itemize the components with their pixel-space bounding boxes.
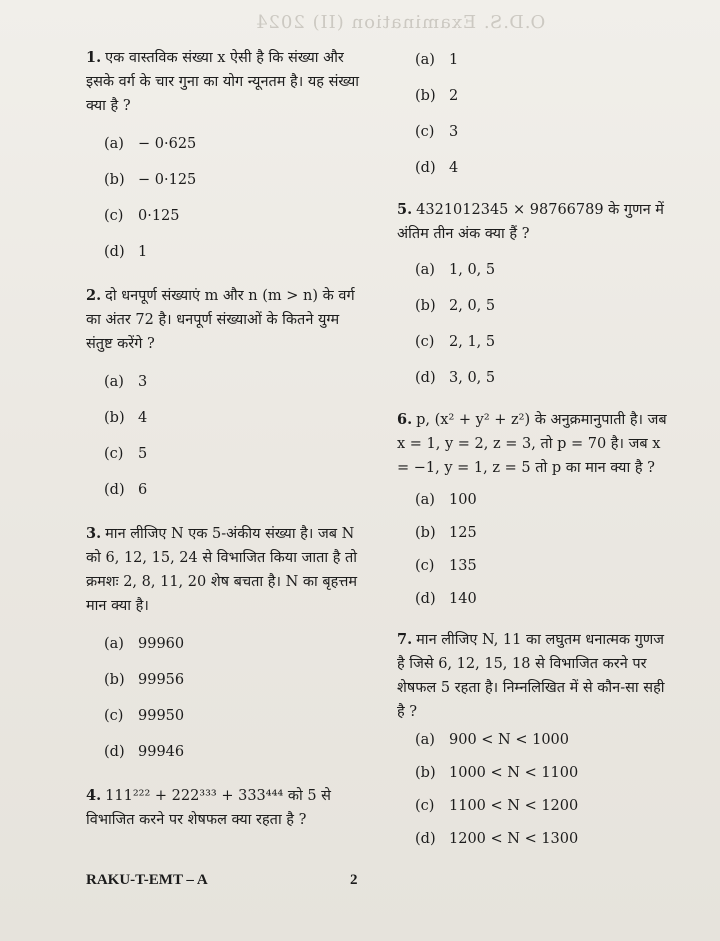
question-text: 4321012345 × 98766789 के गुणन में अंतिम तीन अंक क्या हैं ? bbox=[397, 202, 664, 242]
question-stem bbox=[86, 284, 362, 360]
option-d: (d) 6 bbox=[104, 482, 148, 498]
question-number: 3. bbox=[86, 525, 102, 542]
option-b: (b) 99956 bbox=[104, 672, 185, 688]
options-list bbox=[397, 724, 671, 856]
question-4-options bbox=[397, 42, 671, 186]
question-3 bbox=[86, 522, 362, 770]
question-stem bbox=[86, 522, 362, 622]
question-7 bbox=[397, 628, 671, 856]
question-6 bbox=[397, 408, 671, 616]
option-b: (b) 2 bbox=[415, 88, 459, 104]
option-d: (d) 3, 0, 5 bbox=[415, 370, 496, 386]
option-b: (b) − 0·125 bbox=[104, 172, 197, 188]
options-list bbox=[86, 626, 362, 770]
question-text: 111²²² + 222³³³ + 333⁴⁴⁴ को 5 से विभाजित करने पर शेषफल क्या रहता है ? bbox=[86, 788, 331, 828]
booklet-code: RAKU-T-EMT – A bbox=[86, 872, 208, 888]
option-d: (d) 140 bbox=[415, 591, 477, 607]
option-a: (a) 99960 bbox=[104, 636, 185, 652]
right-column bbox=[397, 46, 671, 856]
question-number: 1. bbox=[86, 49, 102, 66]
question-number: 2. bbox=[86, 287, 102, 304]
options-list bbox=[86, 364, 362, 508]
options-list bbox=[86, 126, 362, 270]
question-number: 7. bbox=[397, 631, 413, 648]
option-a: (a) 900 < N < 1000 bbox=[415, 732, 570, 748]
options-list bbox=[397, 42, 671, 186]
option-a: (a) − 0·625 bbox=[104, 136, 197, 152]
question-stem bbox=[86, 46, 362, 122]
option-c: (c) 2, 1, 5 bbox=[415, 334, 496, 350]
options-list bbox=[397, 484, 671, 616]
question-number: 5. bbox=[397, 201, 413, 218]
option-d: (d) 1200 < N < 1300 bbox=[415, 831, 579, 847]
question-text: मान लीजिए N एक 5-अंकीय संख्या है। जब N को 6, 12, 15, 24 से विभाजित किया जाता है तो क्रमशः 2, 8, 11, 20 शेष बचता है। N का बृहत्तम मान क्या है। bbox=[86, 526, 358, 614]
question-stem bbox=[86, 784, 362, 836]
option-b: (b) 4 bbox=[104, 410, 148, 426]
option-c: (c) 1100 < N < 1200 bbox=[415, 798, 579, 814]
option-c: (c) 135 bbox=[415, 558, 477, 574]
question-text: p, (x² + y² + z²) के अनुक्रमानुपाती है। जब x = 1, y = 2, z = 3, तो p = 70 है। जब x = −1, y = 1, z = 5 तो p का मान क्या है ? bbox=[397, 412, 667, 476]
question-stem bbox=[397, 408, 671, 484]
options-list bbox=[397, 252, 671, 396]
option-d: (d) 1 bbox=[104, 244, 148, 260]
option-a: (a) 3 bbox=[104, 374, 148, 390]
option-a: (a) 100 bbox=[415, 492, 477, 508]
option-a: (a) 1, 0, 5 bbox=[415, 262, 496, 278]
question-1 bbox=[86, 46, 362, 270]
option-c: (c) 3 bbox=[415, 124, 459, 140]
option-b: (b) 2, 0, 5 bbox=[415, 298, 496, 314]
option-d: (d) 4 bbox=[415, 160, 459, 176]
option-a: (a) 1 bbox=[415, 52, 459, 68]
question-text: मान लीजिए N, 11 का लघुतम धनात्मक गुणज है जिसे 6, 12, 15, 18 से विभाजित करने पर शेषफल 5 रहता है। निम्नलिखित में से कौन-सा सही है ? bbox=[397, 632, 665, 720]
question-4 bbox=[86, 784, 362, 836]
question-stem bbox=[397, 628, 671, 724]
page-number: 2 bbox=[350, 872, 358, 888]
question-text: दो धनपूर्ण संख्याएं m और n (m > n) के वर्ग का अंतर 72 है। धनपूर्ण संख्याओं के कितने युग्म संतुष्ट करेंगे ? bbox=[86, 288, 355, 352]
question-number: 6. bbox=[397, 411, 413, 428]
question-text: एक वास्तविक संख्या x ऐसी है कि संख्या और इसके वर्ग के चार गुना का योग न्यूनतम है। यह संख्या क्या है ? bbox=[86, 50, 360, 114]
question-2 bbox=[86, 284, 362, 508]
watermark-text: O.D.S. Examination (II) 2024 bbox=[255, 12, 546, 33]
question-stem bbox=[397, 198, 671, 250]
option-b: (b) 1000 < N < 1100 bbox=[415, 765, 579, 781]
question-5 bbox=[397, 198, 671, 396]
option-d: (d) 99946 bbox=[104, 744, 185, 760]
left-column bbox=[86, 46, 362, 836]
option-c: (c) 0·125 bbox=[104, 208, 180, 224]
option-c: (c) 99950 bbox=[104, 708, 185, 724]
option-c: (c) 5 bbox=[104, 446, 148, 462]
question-number: 4. bbox=[86, 787, 102, 804]
option-b: (b) 125 bbox=[415, 525, 477, 541]
